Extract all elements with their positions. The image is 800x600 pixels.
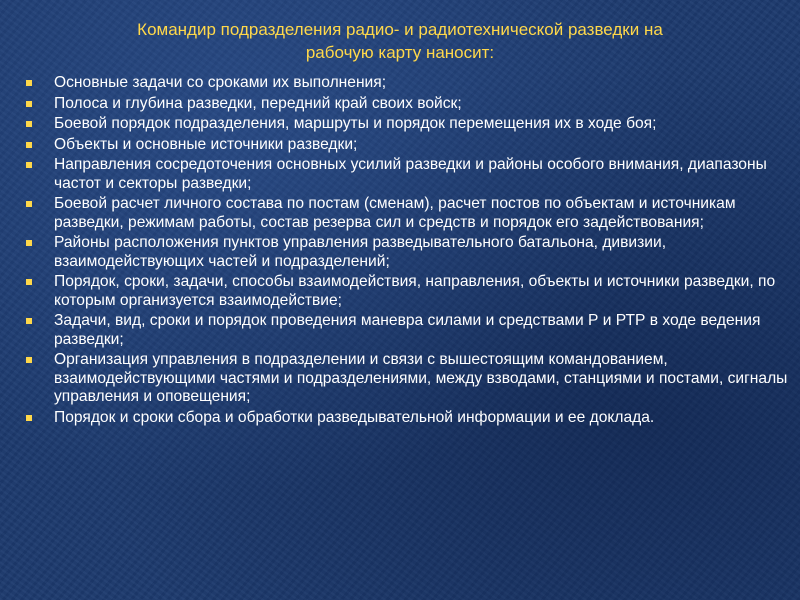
list-item [0,273,800,310]
list-item-text: Объекты и основные источники разведки; [54,135,358,153]
square-bullet-icon [26,415,32,421]
list-item-text: Задачи, вид, сроки и порядок проведения маневра силами и средствами Р и РТР в ходе ведения разведки; [54,312,761,348]
square-bullet-icon [26,201,32,207]
slide-title-line-1: Командир подразделения радио- и радиотехнической разведки на [137,20,663,39]
square-bullet-icon [26,279,32,285]
square-bullet-icon [26,357,32,363]
list-item-text: Организация управления в подразделении и связи с вышестоящим командованием, взаимодействующими частями и подразделениями, между взводами, станциями и постами, сигналы управления и оповещения; [54,351,788,405]
list-item-text: Порядок, сроки, задачи, способы взаимодействия, направления, объекты и источники разведки, по которым организуется взаимодействие; [54,273,776,309]
square-bullet-icon [26,240,32,246]
list-item [0,156,800,193]
list-item [0,312,800,349]
list-item-text: Полоса и глубина разведки, передний край своих войск; [54,94,462,112]
square-bullet-icon [26,80,32,86]
list-item [0,136,800,155]
square-bullet-icon [26,101,32,107]
bullet-list [0,74,800,429]
list-item [0,234,800,271]
list-item-text: Боевой порядок подразделения, маршруты и порядок перемещения их в ходе боя; [54,115,657,132]
square-bullet-icon [26,318,32,324]
slide-title-line-2: рабочую карту наносит: [305,43,495,62]
list-item [0,351,800,407]
square-bullet-icon [26,162,32,168]
list-item [0,115,800,134]
list-item [0,409,800,428]
slide-title [60,18,740,64]
square-bullet-icon [26,121,32,127]
list-item-text: Боевой расчет личного состава по постам (сменам), расчет постов по объектам и источникам разведки, режимам работы, состав резерва сил и средств и порядок его задействования; [54,195,736,231]
list-item-text: Районы расположения пунктов управления разведывательного батальона, дивизии, взаимодействующих частей и подразделений; [54,234,667,270]
list-item-text: Основные задачи со сроками их выполнения; [54,74,387,91]
square-bullet-icon [26,142,32,148]
list-item-text: Порядок и сроки сбора и обработки разведывательной информации и ее доклада. [54,408,655,426]
list-item [0,195,800,232]
list-item [0,74,800,93]
list-item-text: Направления сосредоточения основных усилий разведки и районы особого внимания, диапазоны частот и секторы разведки; [54,156,767,192]
list-item [0,95,800,114]
